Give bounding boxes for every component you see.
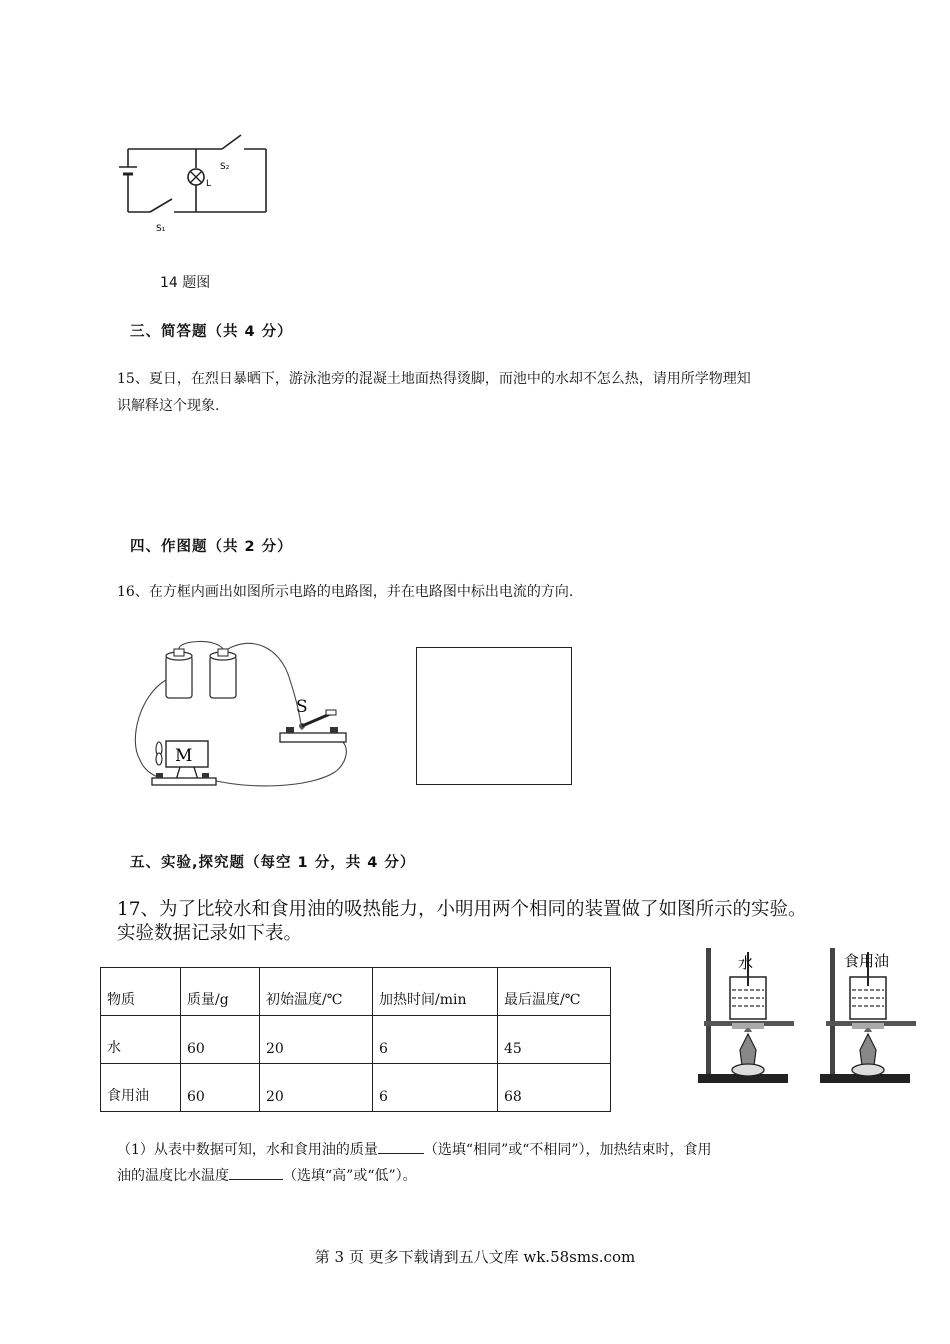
table-header-cell: 初始温度/℃: [260, 968, 373, 1016]
table-cell: 6: [373, 1016, 498, 1064]
table-row: [101, 1016, 611, 1064]
switch-s1: [150, 199, 172, 212]
table-cell: 20: [260, 1016, 373, 1064]
q17-1-text-b: （选填“相同”或“不相同”），加热结束时，食用: [423, 1142, 712, 1158]
apparatus-water-label: 水: [738, 954, 754, 972]
physical-circuit-figure: [130, 640, 365, 795]
switch-s2: [222, 135, 241, 149]
table-header-cell: 加热时间/min: [373, 968, 498, 1016]
table-cell: 20: [260, 1064, 373, 1112]
table-header-cell: 质量/g: [181, 968, 260, 1016]
question-17: [117, 898, 837, 946]
q17-1-text-d: （选填“高”或“低”）。: [283, 1168, 417, 1184]
table-cell: 60: [181, 1016, 260, 1064]
question-17-line-2: 实验数据记录如下表。: [117, 923, 303, 944]
heating-apparatus-figure: [692, 942, 917, 1092]
knife-switch-icon: [280, 710, 346, 742]
table-cell: 食用油: [101, 1064, 181, 1112]
table-header-cell: 最后温度/℃: [498, 968, 611, 1016]
table-cell: 水: [101, 1016, 181, 1064]
table-row: [101, 1064, 611, 1112]
battery-cell-1: [166, 649, 192, 698]
lamp-label: L: [206, 179, 212, 189]
question-15-line-2: 识解释这个现象.: [117, 398, 220, 414]
table-header-row: [101, 968, 611, 1016]
table-cell: 45: [498, 1016, 611, 1064]
question-15: [117, 366, 847, 420]
switch-label: S: [296, 697, 308, 717]
experiment-data-table: [100, 967, 611, 1112]
q17-1-text-a: （1）从表中数据可知，水和食用油的质量: [117, 1142, 378, 1158]
blank-temperature-answer[interactable]: [229, 1165, 283, 1180]
drawing-answer-box[interactable]: [416, 647, 572, 785]
battery-cell-2: [210, 649, 236, 698]
blank-mass-answer[interactable]: [378, 1139, 424, 1154]
table-cell: 60: [181, 1064, 260, 1112]
circuit-diagram-fig14: [110, 125, 290, 240]
table-header-cell: 物质: [101, 968, 181, 1016]
section-title-drawing: 四、作图题（共 2 分）: [130, 539, 293, 555]
q17-1-text-c: 油的温度比水温度: [117, 1168, 229, 1184]
question-17-line-1: 17、为了比较水和食用油的吸热能力，小明用两个相同的装置做了如图所示的实验。: [117, 899, 807, 920]
table-cell: 68: [498, 1064, 611, 1112]
table-cell: 6: [373, 1064, 498, 1112]
switch-s1-label: S₁: [156, 224, 166, 234]
page-footer: 第 3 页 更多下载请到五八文库 wk.58sms.com: [314, 1248, 636, 1266]
question-15-line-1: 15、夏日，在烈日暴晒下，游泳池旁的混凝土地面热得烫脚，而池中的水却不怎么热，请用所学物理知: [117, 371, 751, 387]
question-16: 16、在方框内画出如图所示电路的电路图，并在电路图中标出电流的方向.: [117, 584, 574, 600]
section-title-experiment: 五、实验,探究题（每空 1 分，共 4 分）: [130, 855, 416, 871]
section-title-short-answer: 三、简答题（共 4 分）: [130, 324, 293, 340]
question-17-part-1: [117, 1137, 847, 1189]
apparatus-oil-label: 食用油: [844, 952, 890, 970]
switch-s2-label: S₂: [220, 162, 230, 172]
motor-label: M: [175, 746, 193, 766]
figure-caption-14: 14 题图: [160, 275, 211, 291]
